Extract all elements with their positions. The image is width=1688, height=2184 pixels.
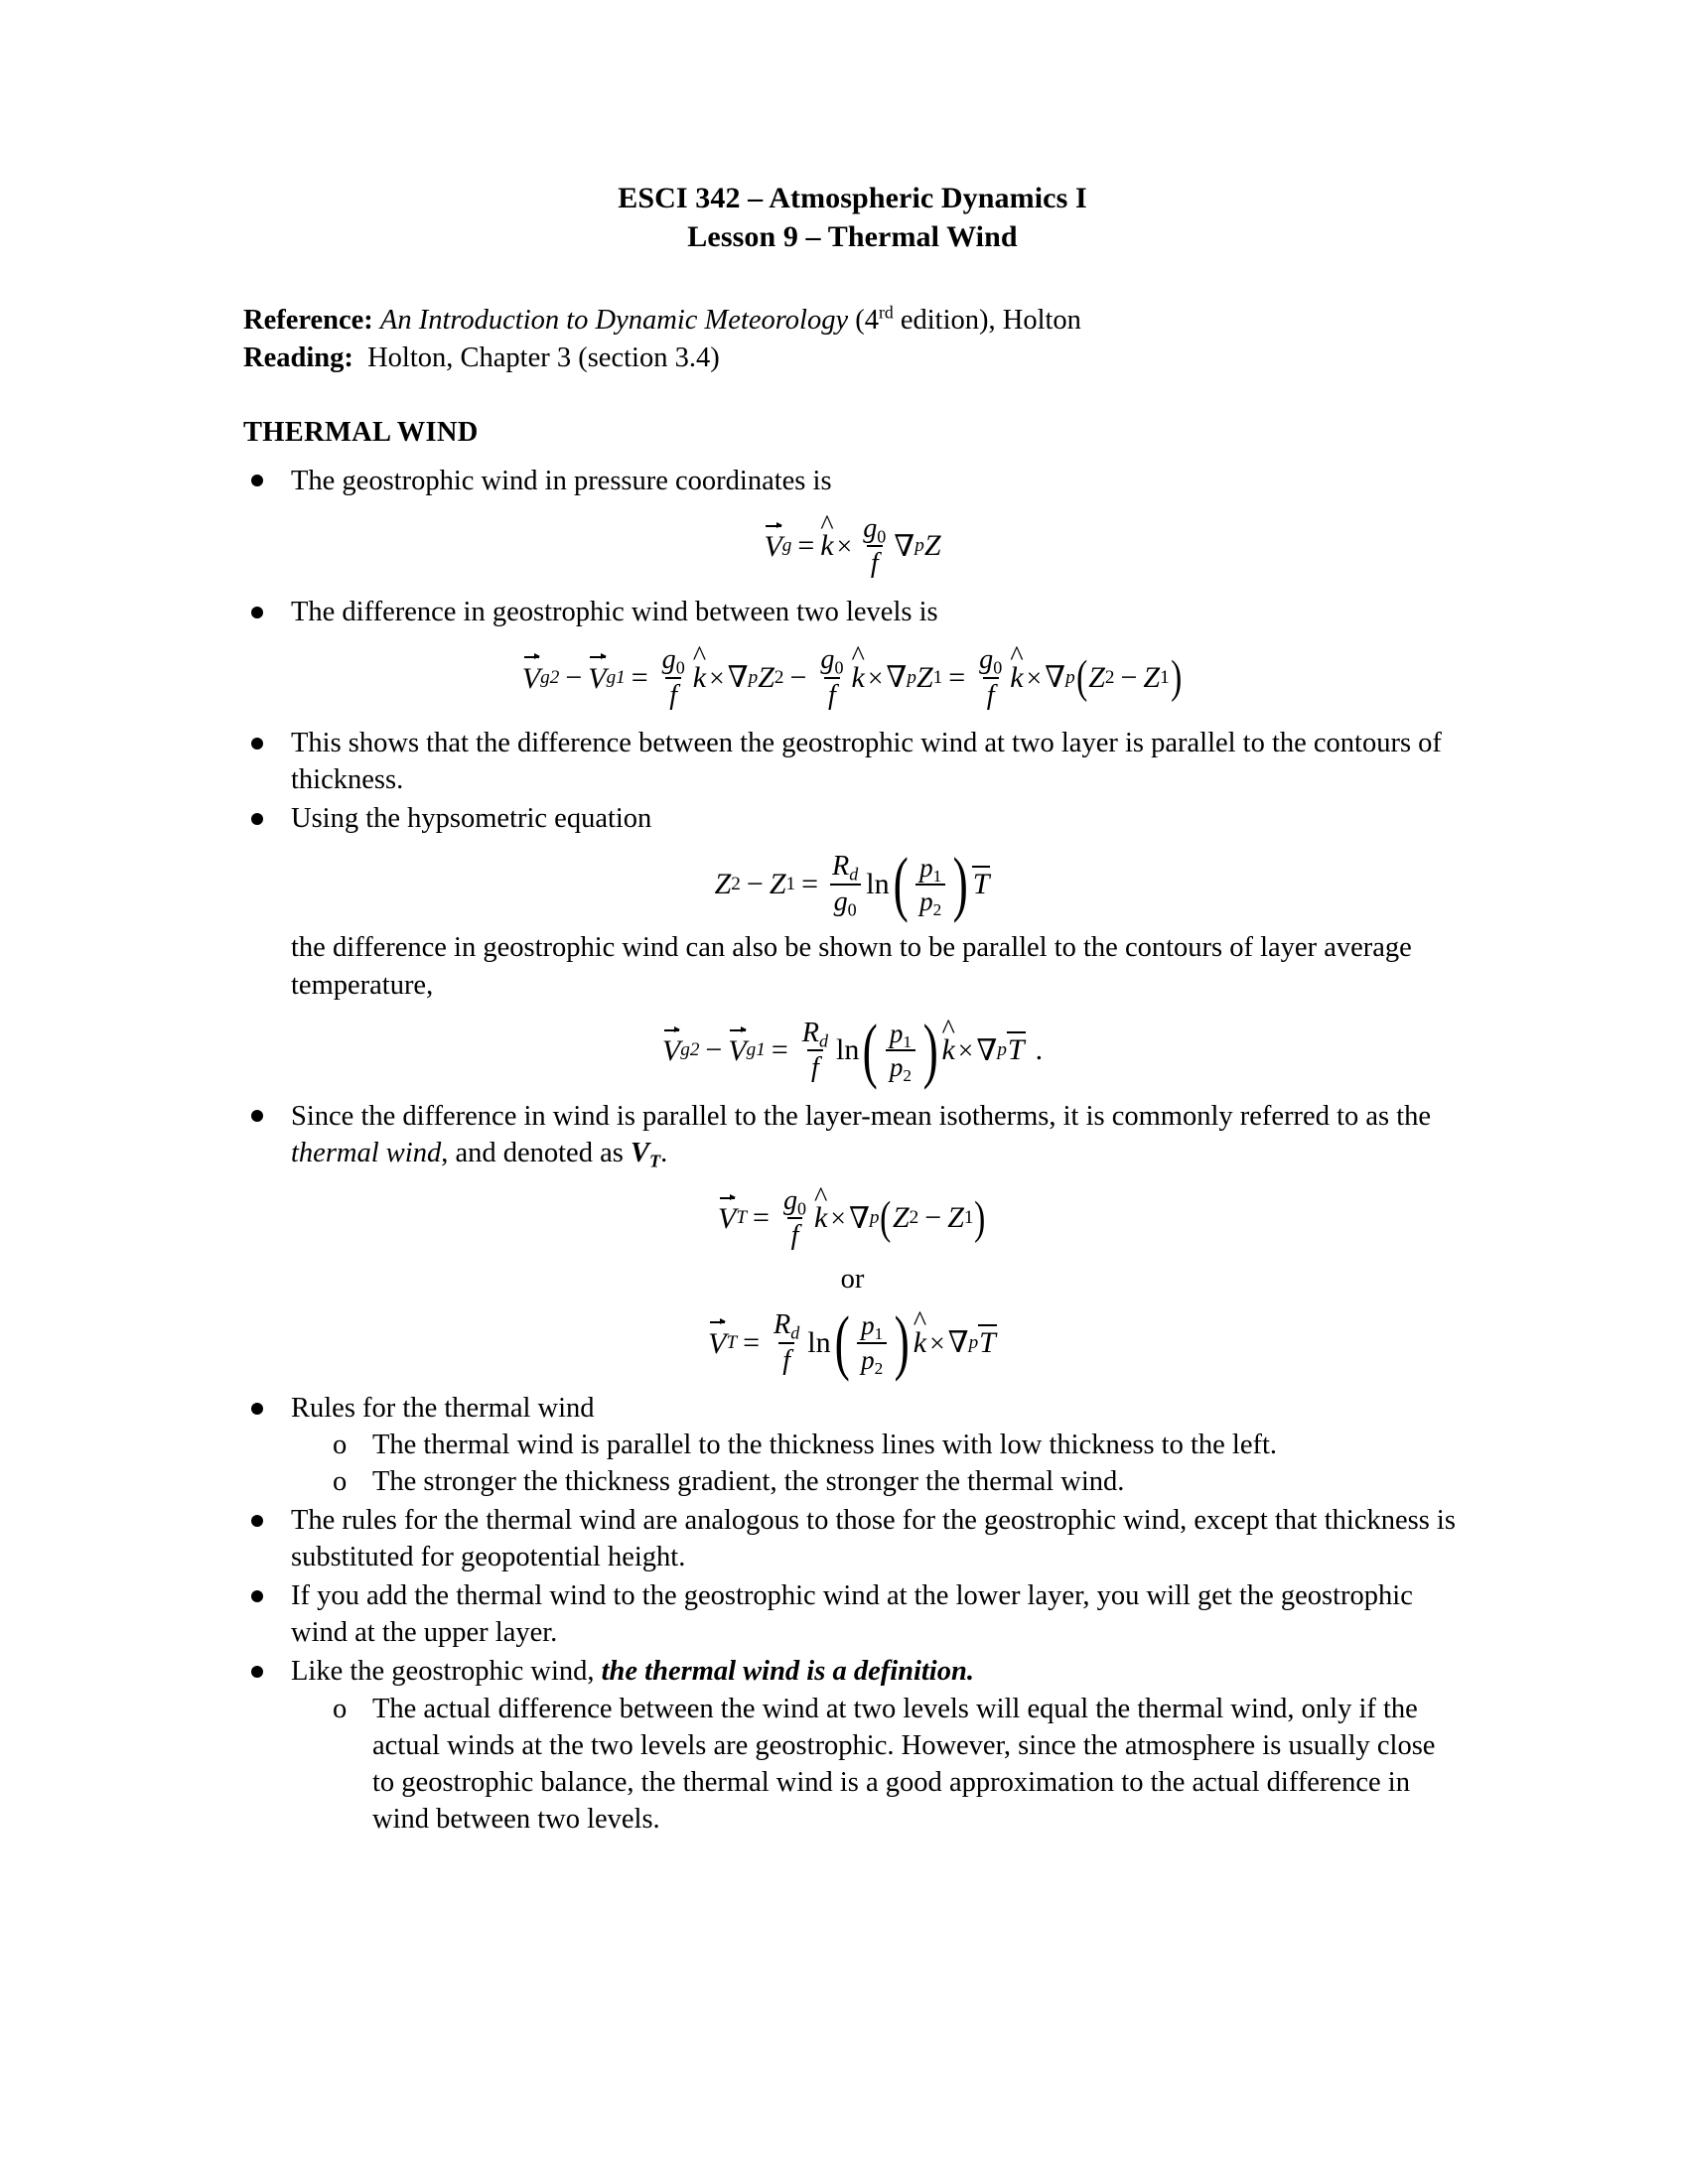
bullet-text-pre: Like the geostrophic wind, [291,1656,602,1688]
eq6-vector-V: V [708,1326,727,1360]
eq6-den-f: f [778,1342,794,1377]
eq6-p2-sub: 2 [874,1358,884,1378]
sub-bullet-text: The thermal wind is parallel to the thickness lines with low thickness to the left. [372,1430,1278,1461]
bullet-text-line2: the geostrophic wind at the upper layer. [291,1580,1413,1649]
bullet-difference-two-levels [243,594,1462,630]
equation-thermal-wind-temperature-form: V T = $\frac{R_d}{f}$ ln ( $\frac{p_1}{p_2}$ ) ^ k × ∇ p T [243,1309,1462,1376]
eq6-khat: ^ k [914,1326,926,1360]
eq4-den-f: f [807,1049,823,1084]
eq3-Z1: Z [769,867,786,900]
sub-bullet-text-line2: only if the actual winds at the two levels are geostrophic. However, since the [372,1693,1418,1761]
bullet-thermal-wind-is-definition [243,1653,1462,1837]
reference-edition-suffix: rd [879,302,894,323]
eq2-den-f-a: f [665,677,681,712]
eq1-Z: Z [923,529,941,563]
eq5-num-sub: 0 [797,1198,807,1219]
eq5-Z1: Z [947,1201,964,1235]
eq1-num-sub: 0 [877,526,887,547]
eq6-rparen: ) [894,1301,911,1383]
eq3-lparen: ( [893,843,909,924]
reference-block [243,302,1462,377]
eq3-p2: p [919,886,933,916]
bullet-text-line2: except that thickness is substituted for geopotential height. [291,1505,1456,1573]
sub-bullet-actual-difference [291,1691,1462,1838]
eq4-period: . [1035,1033,1044,1067]
equation-thermal-wind-thickness: V T = $\frac{g_0}{f}$ ^ k × ∇ p ( Z 2 − Z 1 ) [243,1185,1462,1252]
eq2-num-sub-a: 0 [675,657,685,678]
reference-book-title: An Introduction to Dynamic Meteorology [379,305,849,336]
paragraph-after-hypsometric [291,929,1462,1003]
bullet-text-line2-pre: referred to as the [1239,1100,1432,1132]
eq2-nabla-c: ∇ [1045,661,1066,695]
eq4-fraction-p1-over-p2 [886,1018,915,1086]
eq4-p2-sub: 2 [903,1066,912,1086]
bullet-list-rules [243,1390,1462,1838]
sub-bullet-marker-icon: o [333,1466,348,1498]
eq6-nabla: ∇ [947,1326,969,1360]
bullet-text-line2-end: . [660,1137,668,1168]
bullet-text-line1: The rules for the thermal wind are analogous to those for the geostrophic wind, [291,1505,1188,1537]
eq2-nabla-a: ∇ [727,661,749,695]
bullet-parallel-thickness [243,725,1462,798]
bullet-dot-icon [251,1110,263,1122]
sub-bullet-rule-1 [291,1427,1462,1463]
eq3-fraction-Rd-over-g0 [828,851,862,920]
eq4-cross: × [957,1034,974,1066]
bullet-text-thermal-wind-italic: thermal wind [291,1137,442,1168]
eq2-Z-d: Z [1143,660,1161,694]
eq4-Tbar: T [1007,1033,1025,1067]
eq3-den-g: g [833,886,848,917]
eq1-vector-V: V [764,530,782,564]
reference-line [243,302,1462,340]
eq1-fraction-g0-over-f [859,513,890,580]
bullet-text-line1: If you add the thermal wind to the geostrophic wind at the lower layer, you will get [291,1580,1232,1612]
bullet-text-VT-sub: T [648,1151,661,1171]
eq2-den-f-c: f [983,677,999,712]
page-title [243,179,1462,256]
bullet-dot-icon [251,813,263,825]
bullet-rules-analogous [243,1502,1462,1575]
eq2-rparen: ) [1170,652,1183,704]
eq6-fraction-p1-over-p2 [857,1310,887,1378]
eq4-equals: = [771,1033,788,1067]
eq6-cross: × [929,1326,945,1358]
eq2-cross-c: × [1026,661,1043,693]
bullet-list-2 [243,594,1462,630]
equation-geostrophic-wind: V g = ^ k × $\frac{g_0}{f}$ ∇ p Z [243,513,1462,580]
eq3-p2-sub: 2 [932,900,942,920]
bullet-text-line1: This shows that the difference between the geostrophic wind at two layer is parallel to [291,728,1265,759]
eq4-p1: p [889,1018,904,1048]
reference-edition-open: ( [848,305,865,336]
bullet-text-definition-emphasis: the thermal wind is a definition. [601,1656,974,1688]
eq5-fraction-g0-over-f [779,1185,810,1252]
eq1-khat: ^ k [820,529,833,563]
eq4-num-R: R [801,1017,819,1048]
eq2-minus-1: − [565,660,583,694]
bullet-dot-icon [251,738,263,750]
eq3-num-R: R [832,851,850,883]
main-bullet-list [243,463,1462,499]
reading-line [243,340,1462,377]
eq5-nabla: ∇ [848,1201,870,1235]
eq2-Z-b: Z [915,660,933,694]
sub-bullet-marker-icon: o [333,1430,348,1461]
eq5-den-f: f [787,1217,803,1252]
sub-bullet-list-rules [291,1427,1462,1500]
eq5-rparen: ) [974,1192,986,1244]
eq3-Tbar: T [972,867,990,900]
eq4-p1-sub: 1 [903,1032,912,1052]
reading-label: Reading: [243,341,353,373]
bullet-dot-icon [251,1666,263,1678]
eq5-vector-V: V [718,1202,737,1236]
eq1-cross: × [836,530,853,562]
bullet-text-VT-symbol: V [630,1137,649,1168]
sub-bullet-text: The stronger the thickness gradient, the stronger the thermal wind. [372,1466,1125,1498]
eq2-num-sub-b: 0 [834,657,844,678]
eq4-num-sub-d: d [819,1029,829,1050]
eq2-den-f-b: f [824,677,840,712]
eq2-fraction-b [816,644,847,711]
bullet-text: The geostrophic wind in pressure coordinates is [291,465,832,496]
reference-label: Reference: [243,305,373,336]
eq6-ln: ln [807,1325,831,1359]
eq2-khat-a: ^ k [693,661,706,695]
eq3-den-sub-0: 0 [847,899,857,920]
bullet-list-4 [243,1098,1462,1171]
eq6-num-R: R [774,1308,791,1340]
eq2-equals-1: = [631,660,648,694]
eq6-num-sub-d: d [790,1322,800,1343]
eq2-num-g-b: g [820,644,835,676]
eq6-fraction-Rd-over-f [770,1309,803,1376]
eq1-den-f: f [867,545,883,580]
eq6-lparen: ( [834,1301,850,1383]
bullet-rules-for-thermal-wind [243,1390,1462,1500]
eq5-num-g: g [782,1184,798,1216]
bullet-text: Rules for the thermal wind [291,1393,595,1425]
reading-text: Holton, Chapter 3 (section 3.4) [367,341,720,373]
sub-bullet-text-line4: approximation to the actual difference in wind between two levels. [372,1766,1410,1835]
eq2-fraction-c [975,644,1006,711]
eq3-minus: − [746,867,764,900]
eq3-equals: = [801,867,819,900]
bullet-thermal-wind-definition-intro [243,1098,1462,1171]
equation-thermal-wind-temperature: V g2 − V g1 = $\frac{R_d}{f}$ ln ( $\frac{p_1}{p_2}$ ) ^ k × ∇ p T . [243,1018,1462,1084]
bullet-dot-icon [251,1515,263,1527]
eq2-khat-b: ^ k [852,661,865,695]
sub-bullet-marker-icon: o [333,1693,348,1724]
section-heading-thermal-wind: THERMAL WIND [243,416,479,448]
eq4-lparen: ( [863,1009,879,1090]
eq6-equals: = [743,1325,761,1359]
eq4-vector-V2: V [661,1034,681,1068]
bullet-add-thermal-wind [243,1577,1462,1651]
eq2-minus-3: − [1120,660,1138,694]
eq2-cross-b: × [867,661,884,693]
eq5-khat: ^ k [814,1201,827,1235]
eq3-rparen: ) [952,843,969,924]
bullet-text: The difference in geostrophic wind between two levels is [291,596,938,627]
eq4-nabla: ∇ [976,1033,998,1067]
equation-or-connector: or [840,1263,865,1295]
sub-bullet-text-line1: The actual difference between the wind at two levels will equal the thermal wind, [372,1693,1295,1724]
eq5-Z2: Z [892,1201,910,1235]
bullet-dot-icon [251,607,263,618]
sub-bullet-list-definition [291,1691,1462,1838]
eq4-minus: − [705,1033,723,1067]
eq2-num-sub-c: 0 [993,657,1003,678]
sub-bullet-rule-2 [291,1463,1462,1500]
eq4-vector-V1: V [728,1034,747,1068]
eq5-lparen: ( [880,1192,892,1244]
eq3-fraction-p1-over-p2 [915,852,945,920]
paragraph-line1: the difference in geostrophic wind can also be shown to be parallel to the contours of [291,932,1253,964]
eq2-cross-a: × [709,661,725,693]
eq5-equals: = [753,1201,770,1235]
bullet-text-line1: Since the difference in wind is parallel to the layer-mean isotherms, it is commonly [291,1100,1233,1132]
bullet-geostrophic-wind-pressure [243,463,1462,499]
eq6-p1: p [861,1310,875,1341]
eq2-lparen: ( [1075,652,1088,704]
eq4-rparen: ) [922,1009,938,1090]
bullet-dot-icon [251,475,263,486]
reference-edition-number: 4 [864,305,879,336]
eq2-minus-2: − [789,660,807,694]
eq2-equals-2: = [948,660,966,694]
equation-hypsometric: Z 2 − Z 1 = $\frac{R_d}{g_0}$ ln ( $\frac{p_1}{p_2}$ ) T [714,843,990,924]
eq2-num-g-a: g [661,644,676,676]
eq3-num-sub-d: d [849,864,859,885]
bullet-text-line2: the contours of thickness. [291,728,1442,796]
eq2-num-g-c: g [979,644,994,676]
bullet-text-line2-mid: , and denoted as [441,1137,631,1168]
eq4-fraction-Rd-over-f [798,1018,832,1084]
title-line-2: Lesson 9 – Thermal Wind [687,220,1018,253]
eq6-Tbar: T [979,1325,996,1359]
eq1-equals: = [797,529,815,563]
bullet-hypsometric-equation [243,800,1462,837]
eq6-p1-sub: 1 [874,1324,884,1344]
sub-bullet-text-line3: atmosphere is usually close to geostrophic balance, the thermal wind is a good [372,1729,1436,1798]
eq2-Z-c: Z [1088,660,1105,694]
eq2-vector-V2: V [521,661,541,695]
eq4-p2: p [889,1052,904,1083]
bullet-text: Using the hypsometric equation [291,803,652,835]
eq5-minus: − [924,1201,942,1235]
eq6-p2: p [861,1344,875,1375]
eq3-Z2: Z [714,867,732,900]
eq3-p1-sub: 1 [932,866,942,886]
bullet-dot-icon [251,1403,263,1415]
eq2-nabla-b: ∇ [886,661,908,695]
eq1-nabla: ∇ [894,529,915,563]
equation-geostrophic-difference: V g2 − V g1 = $\frac{g_0}{f}$ ^ k × ∇ p Z 2 − $\frac{g_0}{f}$ ^ k × ∇ p Z 1 = $\frac{g_0}{f}$ ^ k × ∇ p ( Z 2 − Z 1 ) [243,644,1462,711]
eq1-num-g: g [863,512,878,544]
bullet-dot-icon [251,1590,263,1602]
bullet-list-3 [243,725,1462,837]
eq5-cross: × [830,1202,846,1234]
paragraph-line2: layer average temperature, [291,932,1412,1001]
eq4-khat: ^ k [941,1033,954,1067]
eq2-Z-a: Z [758,660,774,694]
eq2-vector-V1: V [588,661,607,695]
eq2-fraction-a [658,644,689,711]
eq4-ln: ln [836,1033,860,1067]
eq3-ln: ln [866,867,890,900]
eq2-khat-c: ^ k [1010,661,1023,695]
title-line-1: ESCI 342 – Atmospheric Dynamics I [618,182,1087,214]
eq3-p1: p [919,852,933,883]
reference-edition-tail: edition), Holton [893,305,1081,336]
